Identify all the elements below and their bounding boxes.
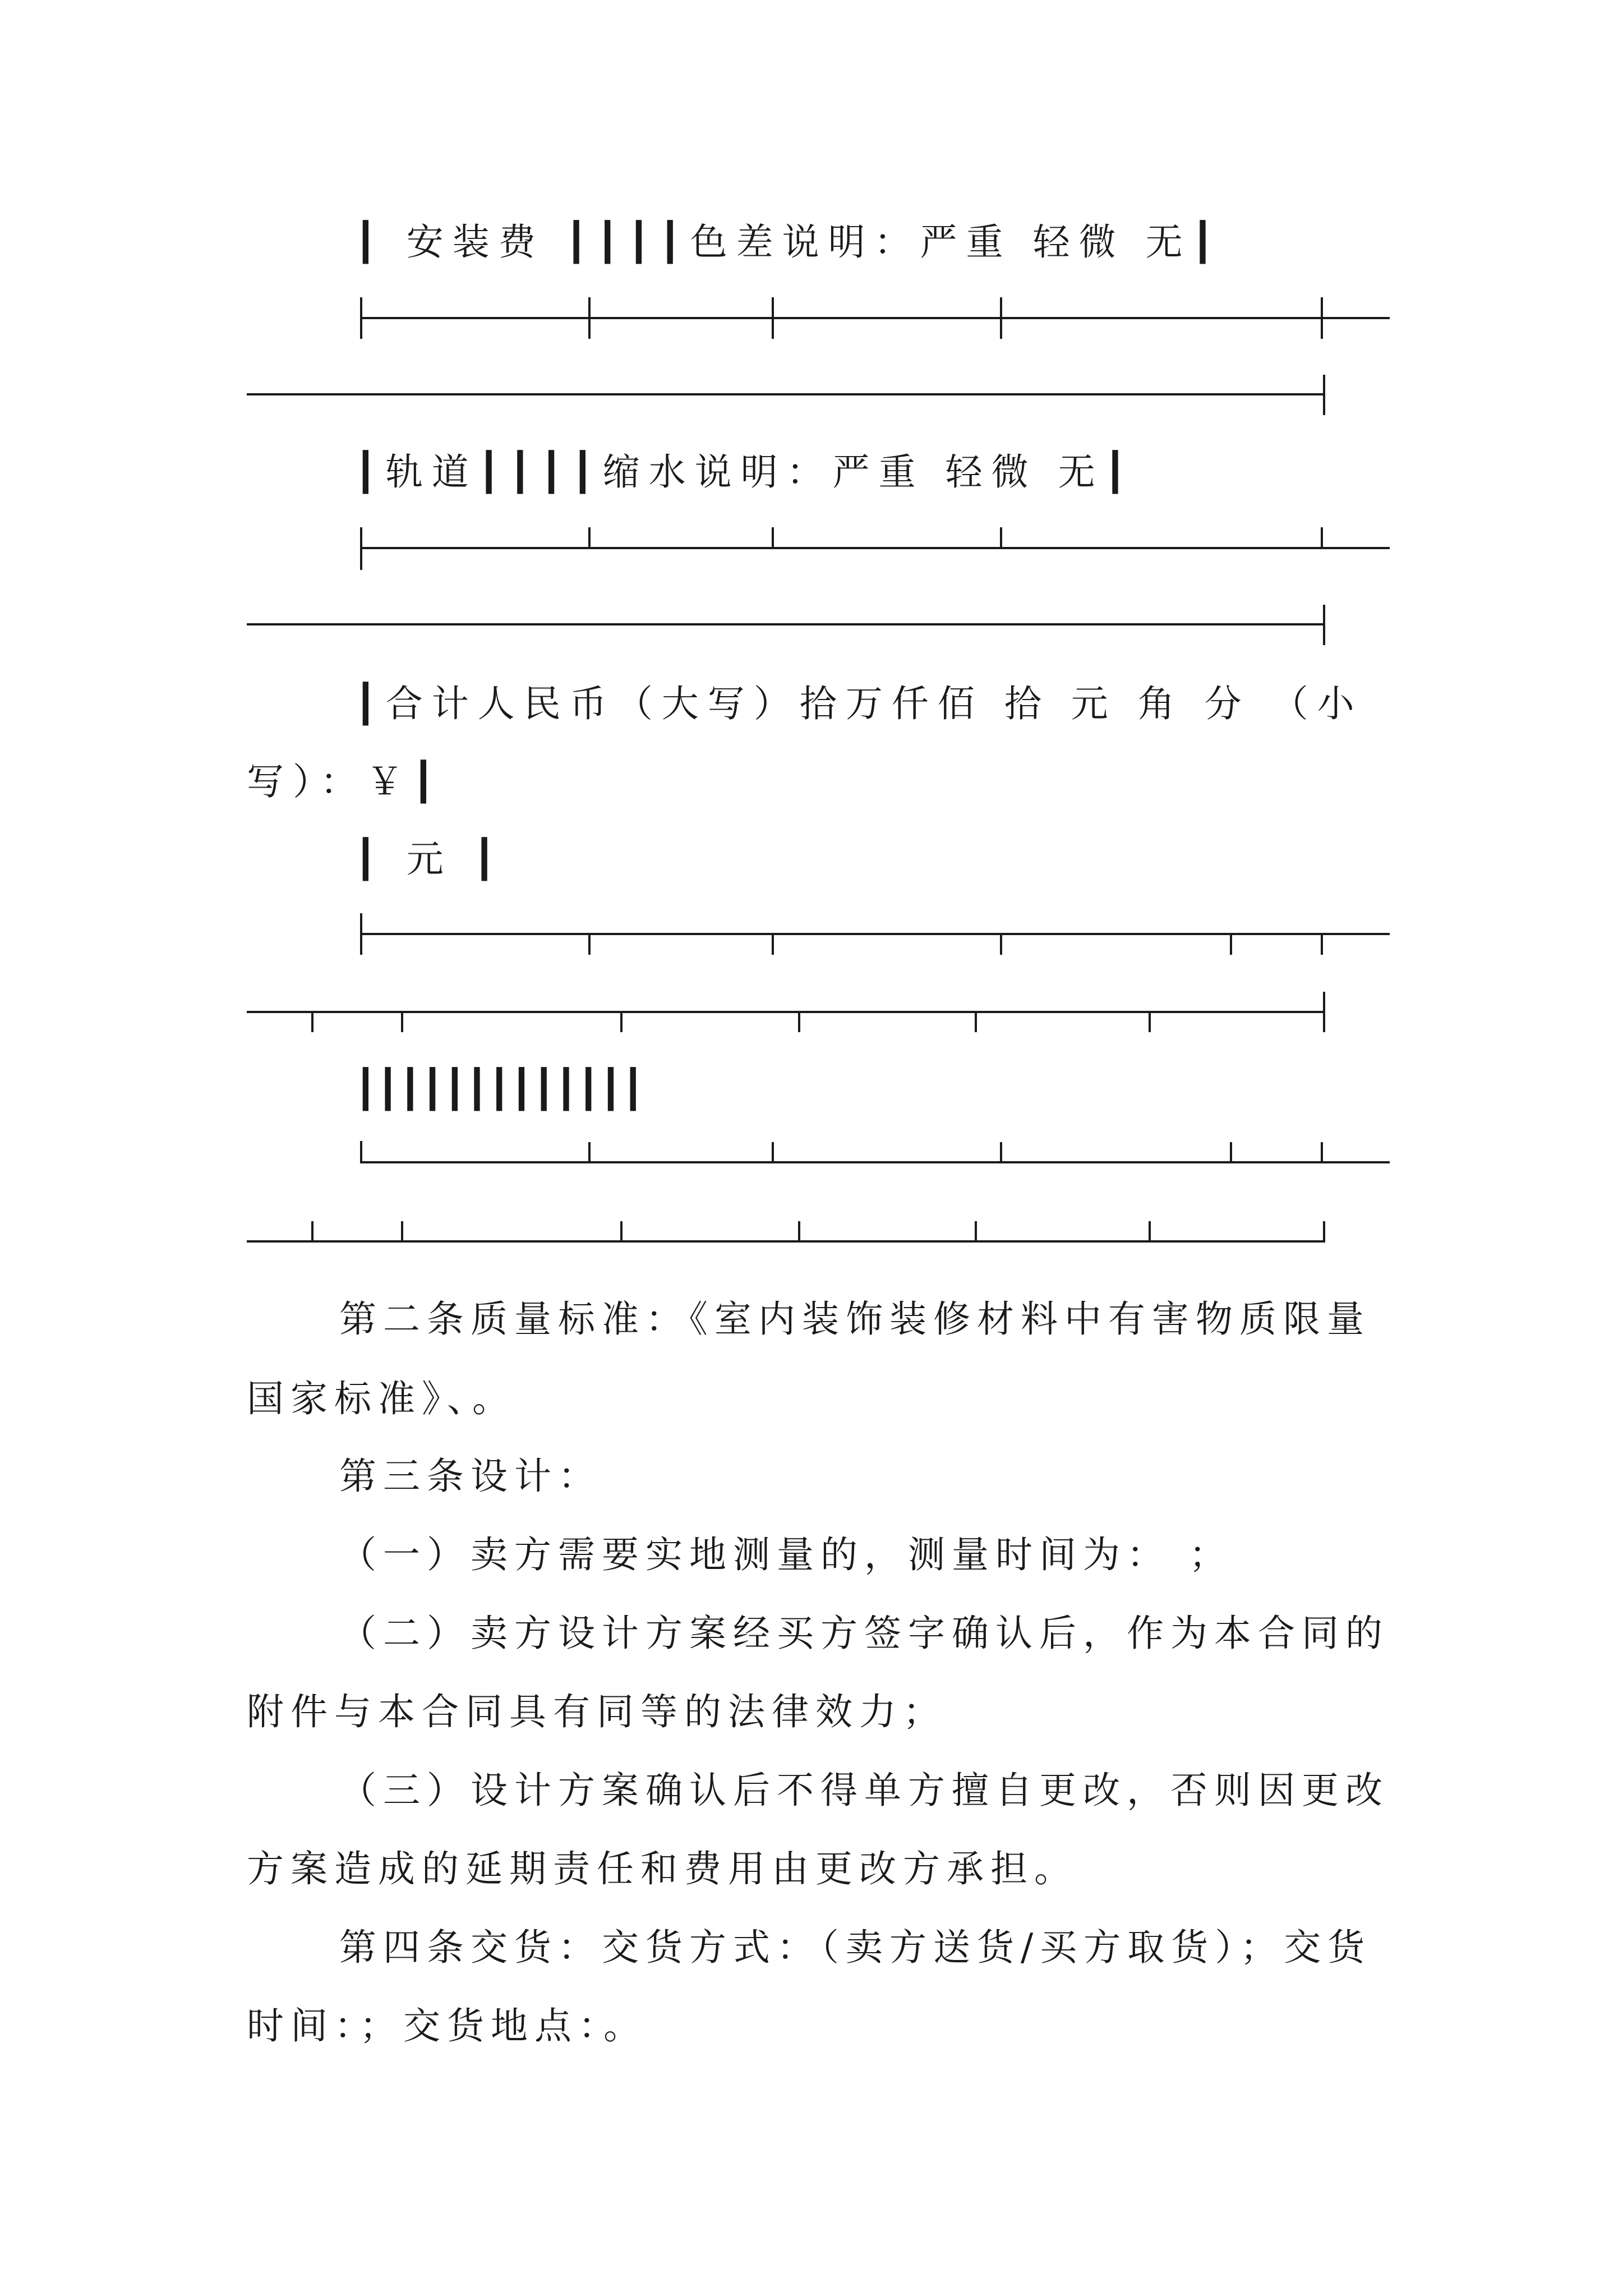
table-rule-1 — [247, 297, 1390, 415]
row-yuan: ┃ 元 ┃ — [354, 838, 505, 881]
clause-4-line1: 第四条交货：交货方式：（卖方送货/买方取货）；交货 — [339, 1926, 1372, 1969]
clause-2-line1: 第二条质量标准：《室内装饰装修材料中有害物质限量 — [339, 1297, 1371, 1341]
clause-3-item2-line1: （二）卖方设计方案经买方签字确认后，作为本合同的 — [339, 1612, 1389, 1655]
row-total-line2: 写）：￥┃ — [247, 760, 444, 803]
row-empty-cells: ┃┃┃┃┃┃┃┃┃┃┃┃┃ — [354, 1068, 644, 1111]
clause-4-line2: 时间：；交货地点：。 — [247, 2004, 647, 2047]
row-track: ┃轨道┃┃┃┃缩水说明：严重 轻微 无┃ — [354, 450, 1136, 494]
clause-3-item2-line2: 附件与本合同具有同等的法律效力； — [247, 1690, 947, 1733]
clause-3-item3-line1: （三）设计方案确认后不得单方擅自更改，否则因更改 — [339, 1769, 1389, 1812]
clause-3-title: 第三条设计： — [339, 1455, 602, 1498]
clause-3-item1: （一）卖方需要实地测量的，测量时间为： ； — [339, 1533, 1233, 1576]
table-rule-4 — [247, 1141, 1390, 1241]
row-total-line1: ┃合计人民币（大写）拾万仟佰 拾 元 角 分 （小 — [354, 682, 1363, 725]
clause-3-item3-line2: 方案造成的延期责任和费用由更改方承担。 — [247, 1847, 1078, 1890]
row-install-fee: ┃ 安装费 ┃┃┃┃色差说明：严重 轻微 无┃ — [354, 220, 1223, 264]
table-rule-3 — [247, 913, 1390, 1032]
table-rule-2 — [247, 527, 1390, 645]
clause-2-line2: 国家标准》、。 — [247, 1377, 516, 1420]
